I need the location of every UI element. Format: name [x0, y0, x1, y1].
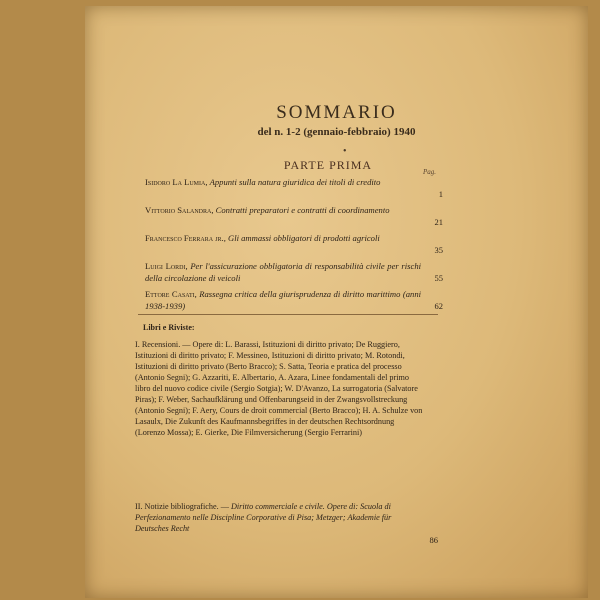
entry-title: Rassegna critica della giurisprudenza di diritto marittimo (anni 1938-1939) [145, 289, 422, 311]
entry-page: 1 [438, 189, 443, 199]
entry-author: Isidoro La Lumia [145, 177, 206, 187]
entry-page: 35 [434, 245, 443, 255]
recensioni-text: Opere di: L. Barassi, Istituzioni di diritto privato; De Ruggiero, Istituzioni di diritto privato; F. Messineo, Istituzioni di diritto privato; M. Rotondi, Istituzioni di diritto privato (Berto Bracco); S. Satta, Teoria e pratica del processo (Antonio Segni); G. Azzariti, E. Albertario, A. Azara, Linee fondamentali del primo libro del nuovo codice civile (Sergio Sotgia); W. D'Avanzo, La surrogatoria (Salvatore Piras); F. Weber, Sachaufklärung und Offenbarungseid in der Zwangsvollstreckung (Antonio Segni); F. Aery, Cours de droit commercial (Berto Bracco); H. A. Schulze von Lasaulx, Die Zukunft des Kaufmannsbegriffes in der deutschen Rechtsordnung (Lorenzo Mossa); E. Gierke, Die Filmversicherung (Sergio Ferrarini) [135, 340, 423, 437]
divider-dot: • [343, 146, 347, 157]
section-heading: Libri e Riviste: [143, 323, 195, 332]
entry-page: 21 [434, 217, 443, 227]
entry-title: Contratti preparatori e contratti di coordinamento [215, 205, 390, 215]
notizie-page: 86 [429, 535, 438, 545]
toc-entry: Isidoro La Lumia, Appunti sulla natura giuridica dei titoli di credito [145, 177, 381, 187]
page-column-label: Pag. [423, 168, 437, 176]
entry-author: Francesco Ferrara jr. [145, 233, 224, 243]
toc-entry: Luigi Lordi, Per l'assicurazione obbligatoria di responsabilità civile per rischi della circolazione di veicoli [145, 261, 422, 283]
entry-author: Luigi Lordi [145, 261, 186, 271]
entry-page: 55 [434, 273, 443, 283]
entry-author: Ettore Casati [145, 289, 195, 299]
issue-subtitle: del n. 1-2 (gennaio-febbraio) 1940 [257, 126, 416, 138]
entry-title: Gli ammassi obbligatori di prodotti agricoli [227, 233, 380, 243]
document-page [85, 6, 588, 598]
page-title: SOMMARIO [276, 102, 397, 123]
entry-title: Appunti sulla natura giuridica dei titoli di credito [209, 177, 381, 187]
entry-author: Vittorio Salandra [145, 205, 212, 215]
recensioni-label: I. Recensioni. — [135, 340, 191, 349]
notizie-label: II. Notizie bibliografiche. — [135, 502, 229, 511]
recensioni-block [135, 339, 425, 438]
toc-entry: Ettore Casati, Rassegna critica della giurisprudenza di diritto marittimo (anni 1938-1939) [145, 289, 422, 311]
toc-entry: Vittorio Salandra, Contratti preparatori e contratti di coordinamento [145, 205, 390, 215]
entry-title: Per l'assicurazione obbligatoria di responsabilità civile per rischi della circolazione di veicoli [145, 261, 422, 283]
entry-page: 62 [434, 301, 443, 311]
notizie-block [135, 501, 425, 534]
part-title: PARTE PRIMA [283, 158, 373, 172]
notizie-text: Diritto commerciale e civile. Opere di: Scuola di Perfezionamento nelle Discipline Corporative di Pisa; Metzger; Akademie für Deutsches Recht [135, 502, 392, 533]
toc-entry: Francesco Ferrara jr., Gli ammassi obbligatori di prodotti agricoli [145, 233, 380, 243]
section-divider [138, 314, 438, 315]
